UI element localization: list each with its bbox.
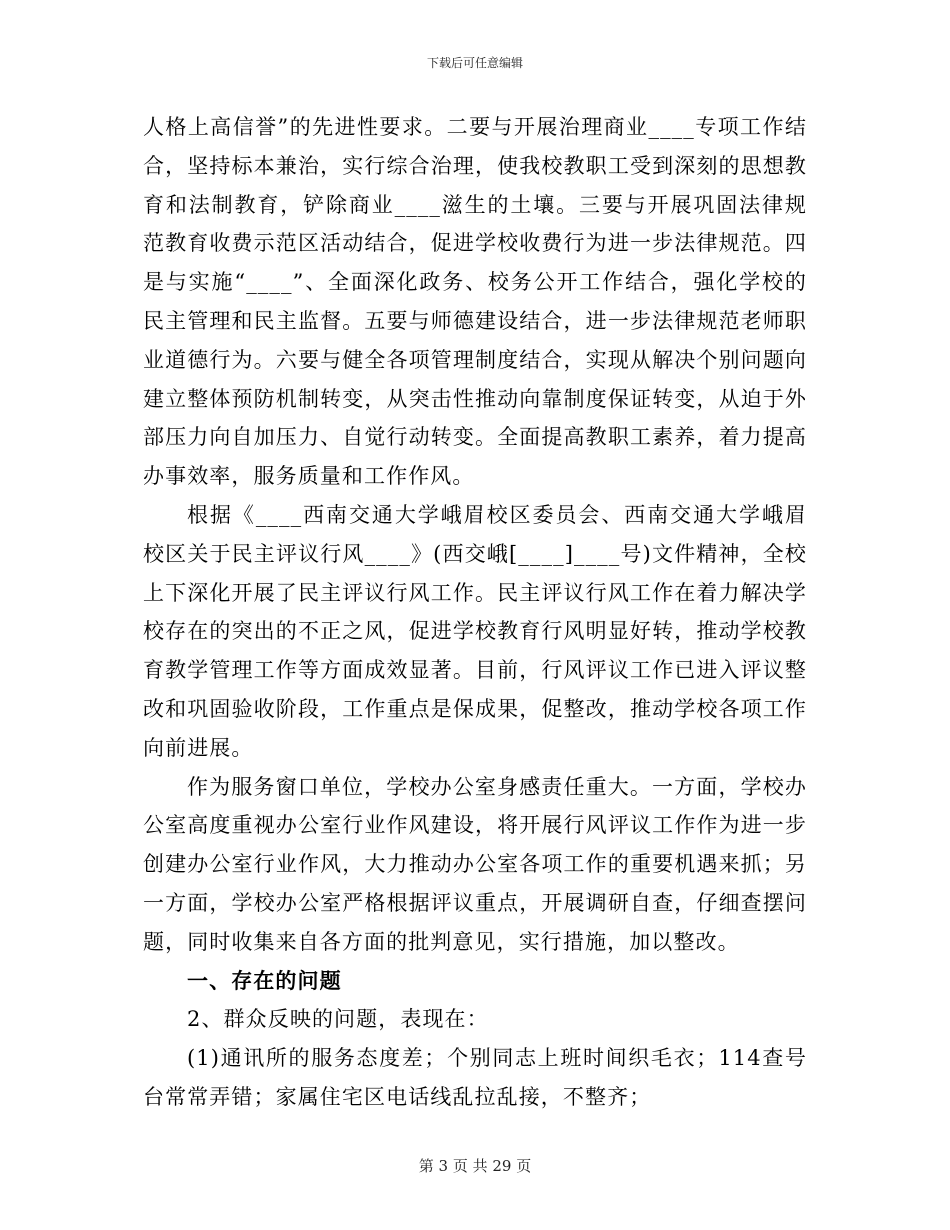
paragraph-office-responsibility: 作为服务窗口单位，学校办公室身感责任重大。一方面，学校办公室高度重视办公室行业作风建设，将开展行风评议工作作为进一步创建办公室行业作风，大力推动办公室各项工作的重要机遇来抓；另一方面，学校办公室严格根据评议重点，开展调研自查，仔细查摆问题，同时收集来自各方面的批判意见，实行措施，加以整改。 (143, 774, 807, 954)
paragraph-feedback-item-1: (1)通讯所的服务态度差；个别同志上班时间织毛衣；114查号台常常弄错；家属住宅区电话线乱拉乱接，不整齐； (143, 1046, 807, 1109)
page-header: 下载后可任意编辑 (426, 56, 523, 70)
paragraph-document-basis: 根据《____西南交通大学峨眉校区委员会、西南交通大学峨眉校区关于民主评议行风____》(西交峨[____]____号)文件精神，全校上下深化开展了民主评议行风工作。民主评议行风工作在着力解决学校存在的突出的不正之风，促进学校教育行风明显好转，推动学校教育教学管理工作等方面成效显著。目前，行风评议工作已进入评议整改和巩固验收阶段，工作重点是保成果，促整改，推动学校各项工作向前进展。 (143, 502, 807, 760)
paragraph-continuation: 人格上高信誉”的先进性要求。二要与开展治理商业____专项工作结合，坚持标本兼治，实行综合治理，使我校教职工受到深刻的思想教育和法制教育，铲除商业____滋生的土壤。三要与开展巩固法律规范教育收费示范区活动结合，促进学校收费行为进一步法律规范。四是与实施“____”、全面深化政务、校务公开工作结合，强化学校的民主管理和民主监督。五要与师德建设结合，进一步法律规范老师职业道德行为。六要与健全各项管理制度结合，实现从解决个别问题向建立整体预防机制转变，从突击性推动向靠制度保证转变，从迫于外部压力向自加压力、自觉行动转变。全面提高教职工素养，着力提高办事效率，服务质量和工作作风。 (143, 115, 807, 489)
page-number: 第 3 页 共 29 页 (418, 1157, 532, 1175)
document-body (143, 108, 807, 1117)
section-heading-problems: 一、存在的问题 (187, 967, 342, 993)
paragraph-public-feedback: 2、群众反映的问题，表现在： (187, 1007, 489, 1032)
